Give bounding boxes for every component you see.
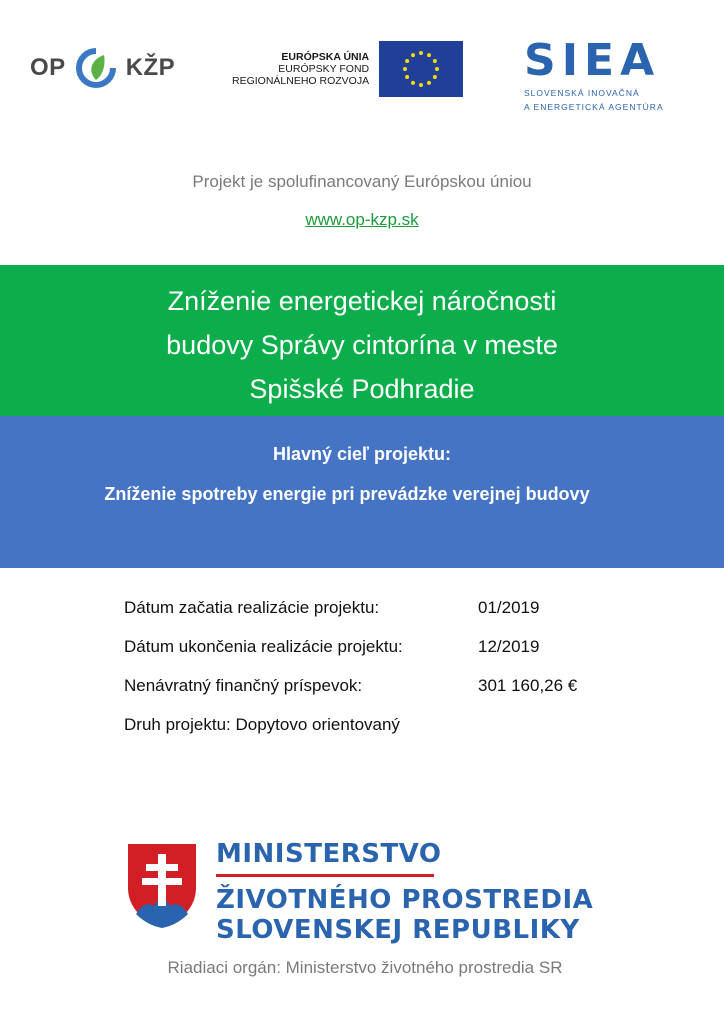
project-title-line: budovy Správy cintorína v meste <box>166 330 558 360</box>
goal-text: Zníženie spotreby energie pri prevádzke verejnej budovy <box>104 484 590 504</box>
op-kzp-logo-right: KŽP <box>125 54 176 81</box>
leaf-ring-icon <box>74 46 118 90</box>
eu-logo <box>232 40 463 98</box>
project-title-line: Zníženie energetickej náročnosti <box>167 286 557 316</box>
detail-label: Dátum začatia realizácie projektu: <box>124 598 380 617</box>
ministry-logo <box>124 838 624 948</box>
goal-label: Hlavný cieľ projektu: <box>273 444 451 464</box>
managing-body: Riadiaci orgán: Ministerstvo životného prostredia SR <box>167 958 563 977</box>
siea-logo <box>524 35 684 112</box>
eu-flag-icon <box>379 41 463 97</box>
project-title-line: Spišské Podhradie <box>249 374 475 404</box>
ministry-name-line: MINISTERSTVO <box>216 839 442 869</box>
ministry-name-line: ŽIVOTNÉHO PROSTREDIA <box>216 885 594 915</box>
website-link[interactable]: www.op-kzp.sk <box>305 210 419 229</box>
detail-label: Dátum ukončenia realizácie projektu: <box>124 637 403 656</box>
siea-logo-word: SIEA <box>524 35 661 86</box>
ministry-name-line: SLOVENSKEJ REPUBLIKY <box>216 915 580 945</box>
siea-logo-subtitle: SLOVENSKÁ INOVAČNÁ <box>524 88 640 98</box>
logo-header <box>0 0 724 120</box>
detail-row <box>124 637 644 676</box>
cofinanced-statement: Projekt je spolufinancovaný Európskou úniou <box>192 172 532 191</box>
eu-fund-line: REGIONÁLNEHO ROZVOJA <box>232 75 370 87</box>
project-title <box>0 279 724 411</box>
project-title-band <box>0 265 724 416</box>
detail-row <box>124 676 644 715</box>
project-goal-band <box>0 416 724 568</box>
slovak-coat-of-arms-icon <box>126 842 198 930</box>
project-type: Druh projektu: Dopytovo orientovaný <box>124 715 400 734</box>
eu-fund-line: EURÓPSKY FOND <box>278 63 370 75</box>
project-details <box>124 598 644 754</box>
detail-value: 12/2019 <box>478 637 540 656</box>
op-kzp-logo <box>30 36 210 100</box>
detail-value: 301 160,26 € <box>478 676 578 695</box>
ministry-divider <box>216 874 434 877</box>
detail-value: 01/2019 <box>478 598 540 617</box>
detail-label: Nenávratný finančný príspevok: <box>124 676 363 695</box>
op-kzp-logo-left: OP <box>30 54 66 81</box>
eu-title: EURÓPSKA ÚNIA <box>281 51 370 63</box>
siea-logo-subtitle: A ENERGETICKÁ AGENTÚRA <box>524 102 664 112</box>
detail-row <box>124 598 644 637</box>
